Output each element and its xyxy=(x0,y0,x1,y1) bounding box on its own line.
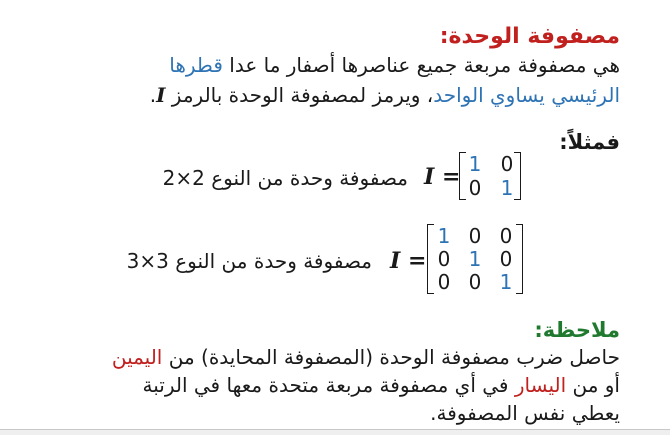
example-2x2-label: مصفوفة وحدة من النوع 2×2 xyxy=(162,166,408,190)
examples-heading: فمثلاً: xyxy=(559,130,620,154)
note-line-1: حاصل ضرب مصفوفة الوحدة (المصفوفة المحايدة) من اليمين xyxy=(111,345,620,369)
example-3x3-label: مصفوفة وحدة من النوع 3×3 xyxy=(126,249,372,273)
matrix-cell: 0 xyxy=(468,176,482,200)
definition-line-2: الرئيسي يساوي الواحد، ويرمز لمصفوفة الوحدة بالرمز I. xyxy=(149,83,620,107)
example-2x2-symbol: I = xyxy=(424,164,461,190)
definition-text-cont: ، ويرمز لمصفوفة الوحدة بالرمز xyxy=(165,83,434,107)
section-heading-identity-matrix: مصفوفة الوحدة: xyxy=(439,24,620,49)
note-line-2: أو من اليسار في أي مصفوفة مربعة متحدة معها في الرتبة xyxy=(142,373,620,397)
matrix-cell: 0 xyxy=(437,270,451,294)
left-highlight: اليسار xyxy=(514,373,567,397)
note-heading: ملاحظة: xyxy=(534,318,620,342)
right-highlight: اليمين xyxy=(111,345,163,369)
main-diagonal-highlight: قطرها xyxy=(169,53,223,77)
example-3x3-symbol: I = xyxy=(390,248,427,274)
note-line-3: يعطي نفس المصفوفة. xyxy=(430,401,620,425)
main-diagonal-highlight-cont: الرئيسي يساوي الواحد xyxy=(433,83,620,107)
matrix-right-bracket xyxy=(516,224,523,294)
identity-symbol: I xyxy=(156,83,166,107)
matrix-cell: 1 xyxy=(500,176,514,200)
matrix-cell: 1 xyxy=(437,224,451,248)
matrix-cell: 0 xyxy=(468,270,482,294)
matrix-cell: 0 xyxy=(499,224,513,248)
matrix-2x2 xyxy=(459,152,521,200)
matrix-cell: 0 xyxy=(437,247,451,271)
definition-line-1 xyxy=(169,50,620,80)
matrix-left-bracket xyxy=(427,224,434,294)
page-footer-bar xyxy=(0,430,670,435)
definition-text: هي مصفوفة مربعة جميع عناصرها أصفار ما عدا xyxy=(222,53,620,77)
matrix-cell: 0 xyxy=(500,152,514,176)
matrix-cell: 0 xyxy=(468,224,482,248)
matrix-cell: 1 xyxy=(468,152,482,176)
matrix-cell: 0 xyxy=(499,247,513,271)
matrix-cell: 1 xyxy=(499,270,513,294)
matrix-cell: 1 xyxy=(468,247,482,271)
matrix-3x3 xyxy=(427,224,523,294)
